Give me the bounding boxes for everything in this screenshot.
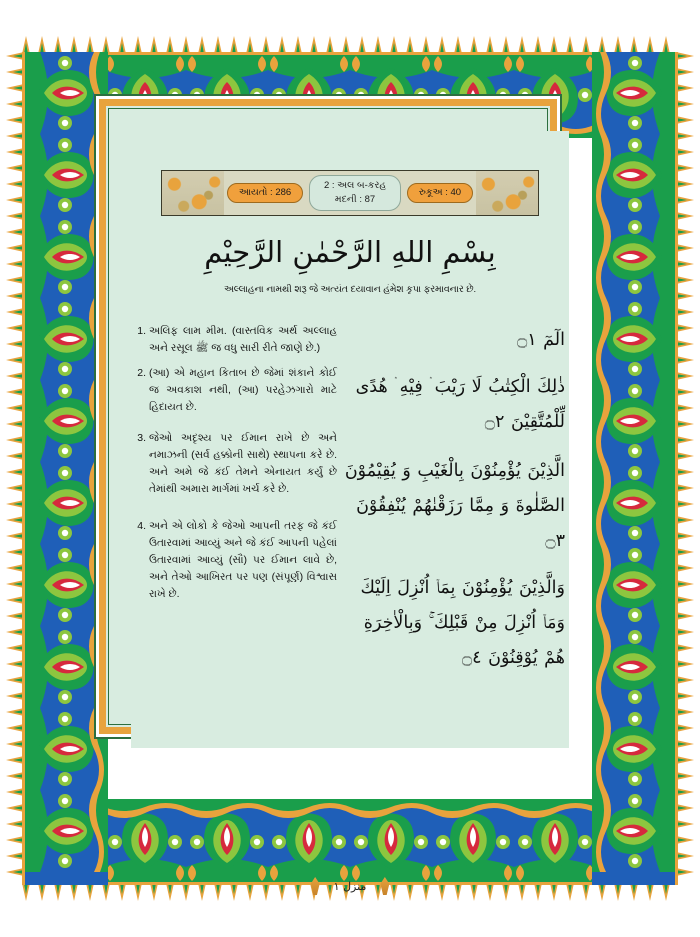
bismillah-translation: અલ્લાહના નામથી શરૂ જે અત્યંત દયાવાન હંમેશ કૃપા ફરમાવનાર છે.: [223, 283, 477, 294]
verse-number: 1.: [137, 325, 146, 337]
manzil-footer: [311, 877, 390, 895]
header-ornament-right-icon: [476, 171, 538, 215]
ayat-count-badge: આયતો : 286: [227, 183, 303, 203]
border-pattern-bottom: [22, 799, 678, 885]
translation-row: [131, 365, 337, 416]
surah-title-line1: 2 : અલ બ-કરહ: [323, 180, 387, 192]
manzil-ornament-left-icon: [311, 877, 320, 895]
ayah-arabic-text: الَّذِيْنَ يُؤْمِنُوْنَ بِالْغَيْبِ وَ يُقِيْمُوْنَ الصَّلٰوةَ وَ مِمَّا رَزَقْنٰهُمْ يُنْفِقُوْنَ ۝٣: [344, 461, 565, 551]
verse-columns: [131, 323, 569, 743]
header-ornament-left-icon: [162, 171, 224, 215]
border-fringe-right: [676, 52, 696, 885]
translation-row: [131, 518, 337, 603]
ayah-arabic-text: الٓمٓ ۝١: [516, 330, 565, 350]
border-fringe-top: [22, 34, 678, 54]
header-badges: [224, 171, 476, 215]
translation-row: [131, 323, 337, 357]
ayah-arabic-text: ذٰلِكَ الْكِتٰبُ لَا رَيْبَ ۛ فِيْهِ ۛ هُدًى لِّلْمُتَّقِيْنَ ۝٢: [355, 377, 565, 432]
arabic-column: [343, 323, 569, 743]
page-content-sheet: [131, 131, 569, 748]
manzil-label: منزل ١: [333, 879, 367, 893]
bismillah-arabic: بِسْمِ اللهِ الرَّحْمٰنِ الرَّحِيْمِ: [204, 235, 496, 269]
verse-number: 3.: [137, 432, 146, 444]
translation-row: [131, 430, 337, 498]
verse-number: 2.: [137, 367, 146, 379]
bismillah-section: [131, 231, 569, 295]
verse-translation-text: અને એ લોકો કે જેઓ આપની તરફ જે કંઈ ઉતારવામાં આવ્યું અને જે કંઈ આપની પહેલાં ઉતારવામાં આવ્યું (સૌ) પર ઈમાન લાવે છે, અને તેઓ આખિરત પર પણ (સંપૂર્ણ) વિશ્વાસ રાખે છે.: [149, 520, 337, 600]
verse-translation-text: અલિફ લામ મીમ. (વાસ્તવિક અર્થ અલ્લાહ અને રસૂલ ﷺ જ વધુ સારી રીતે જાણે છે.): [149, 325, 337, 354]
surah-title-badge: [309, 175, 401, 211]
ayah-arabic-text: وَالَّذِيْنَ يُؤْمِنُوْنَ بِمَاۤ اُنْزِلَ اِلَيْكَ وَمَاۤ اُنْزِلَ مِنْ قَبْلِكَ ۚ وَبِالْاٰخِرَةِ هُمْ يُوْقِنُوْنَ ۝٤: [360, 578, 565, 668]
verse-number: 4.: [137, 520, 146, 532]
verse-translation-text: જેઓ અદૃશ્ય પર ઈમાન રાખે છે અને નમાઝની (સર્વ હક્કોની સાથે) સ્થાપના કરે છે. અને અમે જે કંઈ તેમને એનાયત કર્યું છે તેમાંથી અમારા માર્ગમાં ખર્ચ કરે છે.: [149, 432, 337, 495]
manzil-ornament-right-icon: [380, 877, 389, 895]
ruku-count-badge: રુકૂઅ : 40: [407, 183, 473, 203]
translation-column: [131, 323, 343, 743]
border-fringe-left: [4, 52, 24, 885]
border-pattern-right: [592, 52, 678, 885]
verse-translation-text: (આ) એ મહાન કિતાબ છે જેમાં શંકાને કોઈ જ અવકાશ નથી, (આ) પરહેઝગારો માટે હિદાયત છે.: [149, 367, 337, 413]
surah-title-line2: મદની : 87: [334, 194, 376, 205]
surah-header-strip: [161, 170, 539, 216]
